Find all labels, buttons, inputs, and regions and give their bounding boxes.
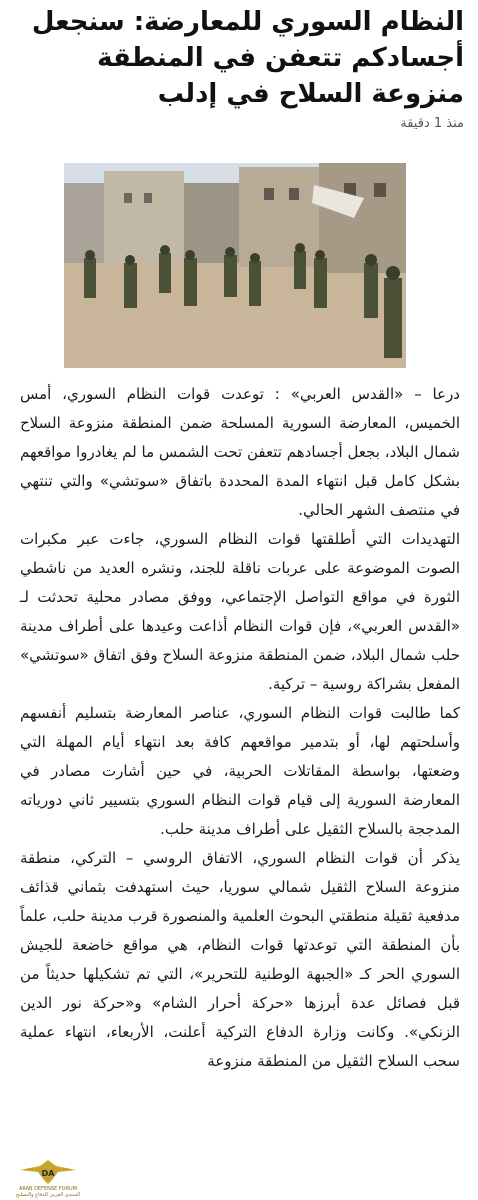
forum-name-ar: المنتدى العربي للدفاع والتسليح xyxy=(15,1192,81,1198)
article-paragraph: يذكر أن قوات النظام السوري، الاتفاق الروسي – التركي، منطقة منزوعة السلاح الثقيل شمالي سوريا، حيث استهدفت بثماني قذائف مدفعية ثقيلة منطقتي البحوث العلمية والمنصورة قرب مدينة حلب، علماً بأن المنطقة التي توعدتها قوات النظام، هي مواقع خاضعة للجيش السوري الحر كـ «الجبهة الوطنية للتحرير»، التي تم تشكيلها حديثاً من قبل فصائل عدة أبرزها «حركة أحرار الشام» و«حركة نور الدين الزنكي». وكانت وزارة الدفاع التركية أعلنت، الأربعاء، انتهاء عملية سحب السلاح الثقيل من المنطقة منزوعة xyxy=(20,849,460,1070)
article-photo xyxy=(64,163,406,368)
article-paragraph: درعا – «القدس العربي» : توعدت قوات النظام السوري، أمس الخميس، المعارضة السورية المسلحة ضمن المنطقة منزوعة السلاح شمال البلاد، بجعل أجسادهم تتعفن تحت الشمس ما لم يغادروا مواقعهم بشكل كامل قبل انتهاء المدة المحددة باتفاق «سوتشي» والتي تنتهي في منتصف الشهر الحالي. xyxy=(20,385,460,519)
forum-watermark-logo xyxy=(0,1156,96,1200)
eagle-logo-icon xyxy=(18,1156,78,1186)
soldiers-photo-image xyxy=(64,163,406,368)
forum-name-en: ARAB DEFENSE FORUM xyxy=(18,1186,78,1192)
article-body xyxy=(20,380,460,1076)
article-paragraph: التهديدات التي أطلقتها قوات النظام السوري، جاءت عبر مكبرات الصوت الموضوعة على عربات ناقلة للجند، ونشره العديد من ناشطي الثورة في مواقع التواصل الإجتماعي، ووفق مصادر محلية تحدثت لـ «القدس العربي»، فإن قوات النظام أذاعت وعيدها على أطراف مدينة حلب شمال البلاد، ضمن المنطقة منزوعة السلاح وفق اتفاق «سوتشي» المفعل بشراكة روسية – تركية. xyxy=(20,530,460,693)
article-headline: النظام السوري للمعارضة: سنجعل أجسادكم تتعفن في المنطقة منزوعة السلاح في إدلب xyxy=(31,7,464,109)
logo-letters: DA xyxy=(41,1169,55,1178)
article-paragraph: كما طالبت قوات النظام السوري، عناصر المعارضة بتسليم أنفسهم وأسلحتهم لها، أو بتدمير مواقعهم كافة بعد انتهاء أيام المهلة التي وضعتها، بواسطة المقاتلات الحربية، في حين أشارت مصادر في المعارضة السورية إلى قيام قوات النظام السوري بتسيير ثاني دورياته المدججة بالسلاح الثقيل على أطراف مدينة حلب. xyxy=(20,704,460,838)
article-timestamp: منذ 1 دقيقة xyxy=(400,116,464,131)
